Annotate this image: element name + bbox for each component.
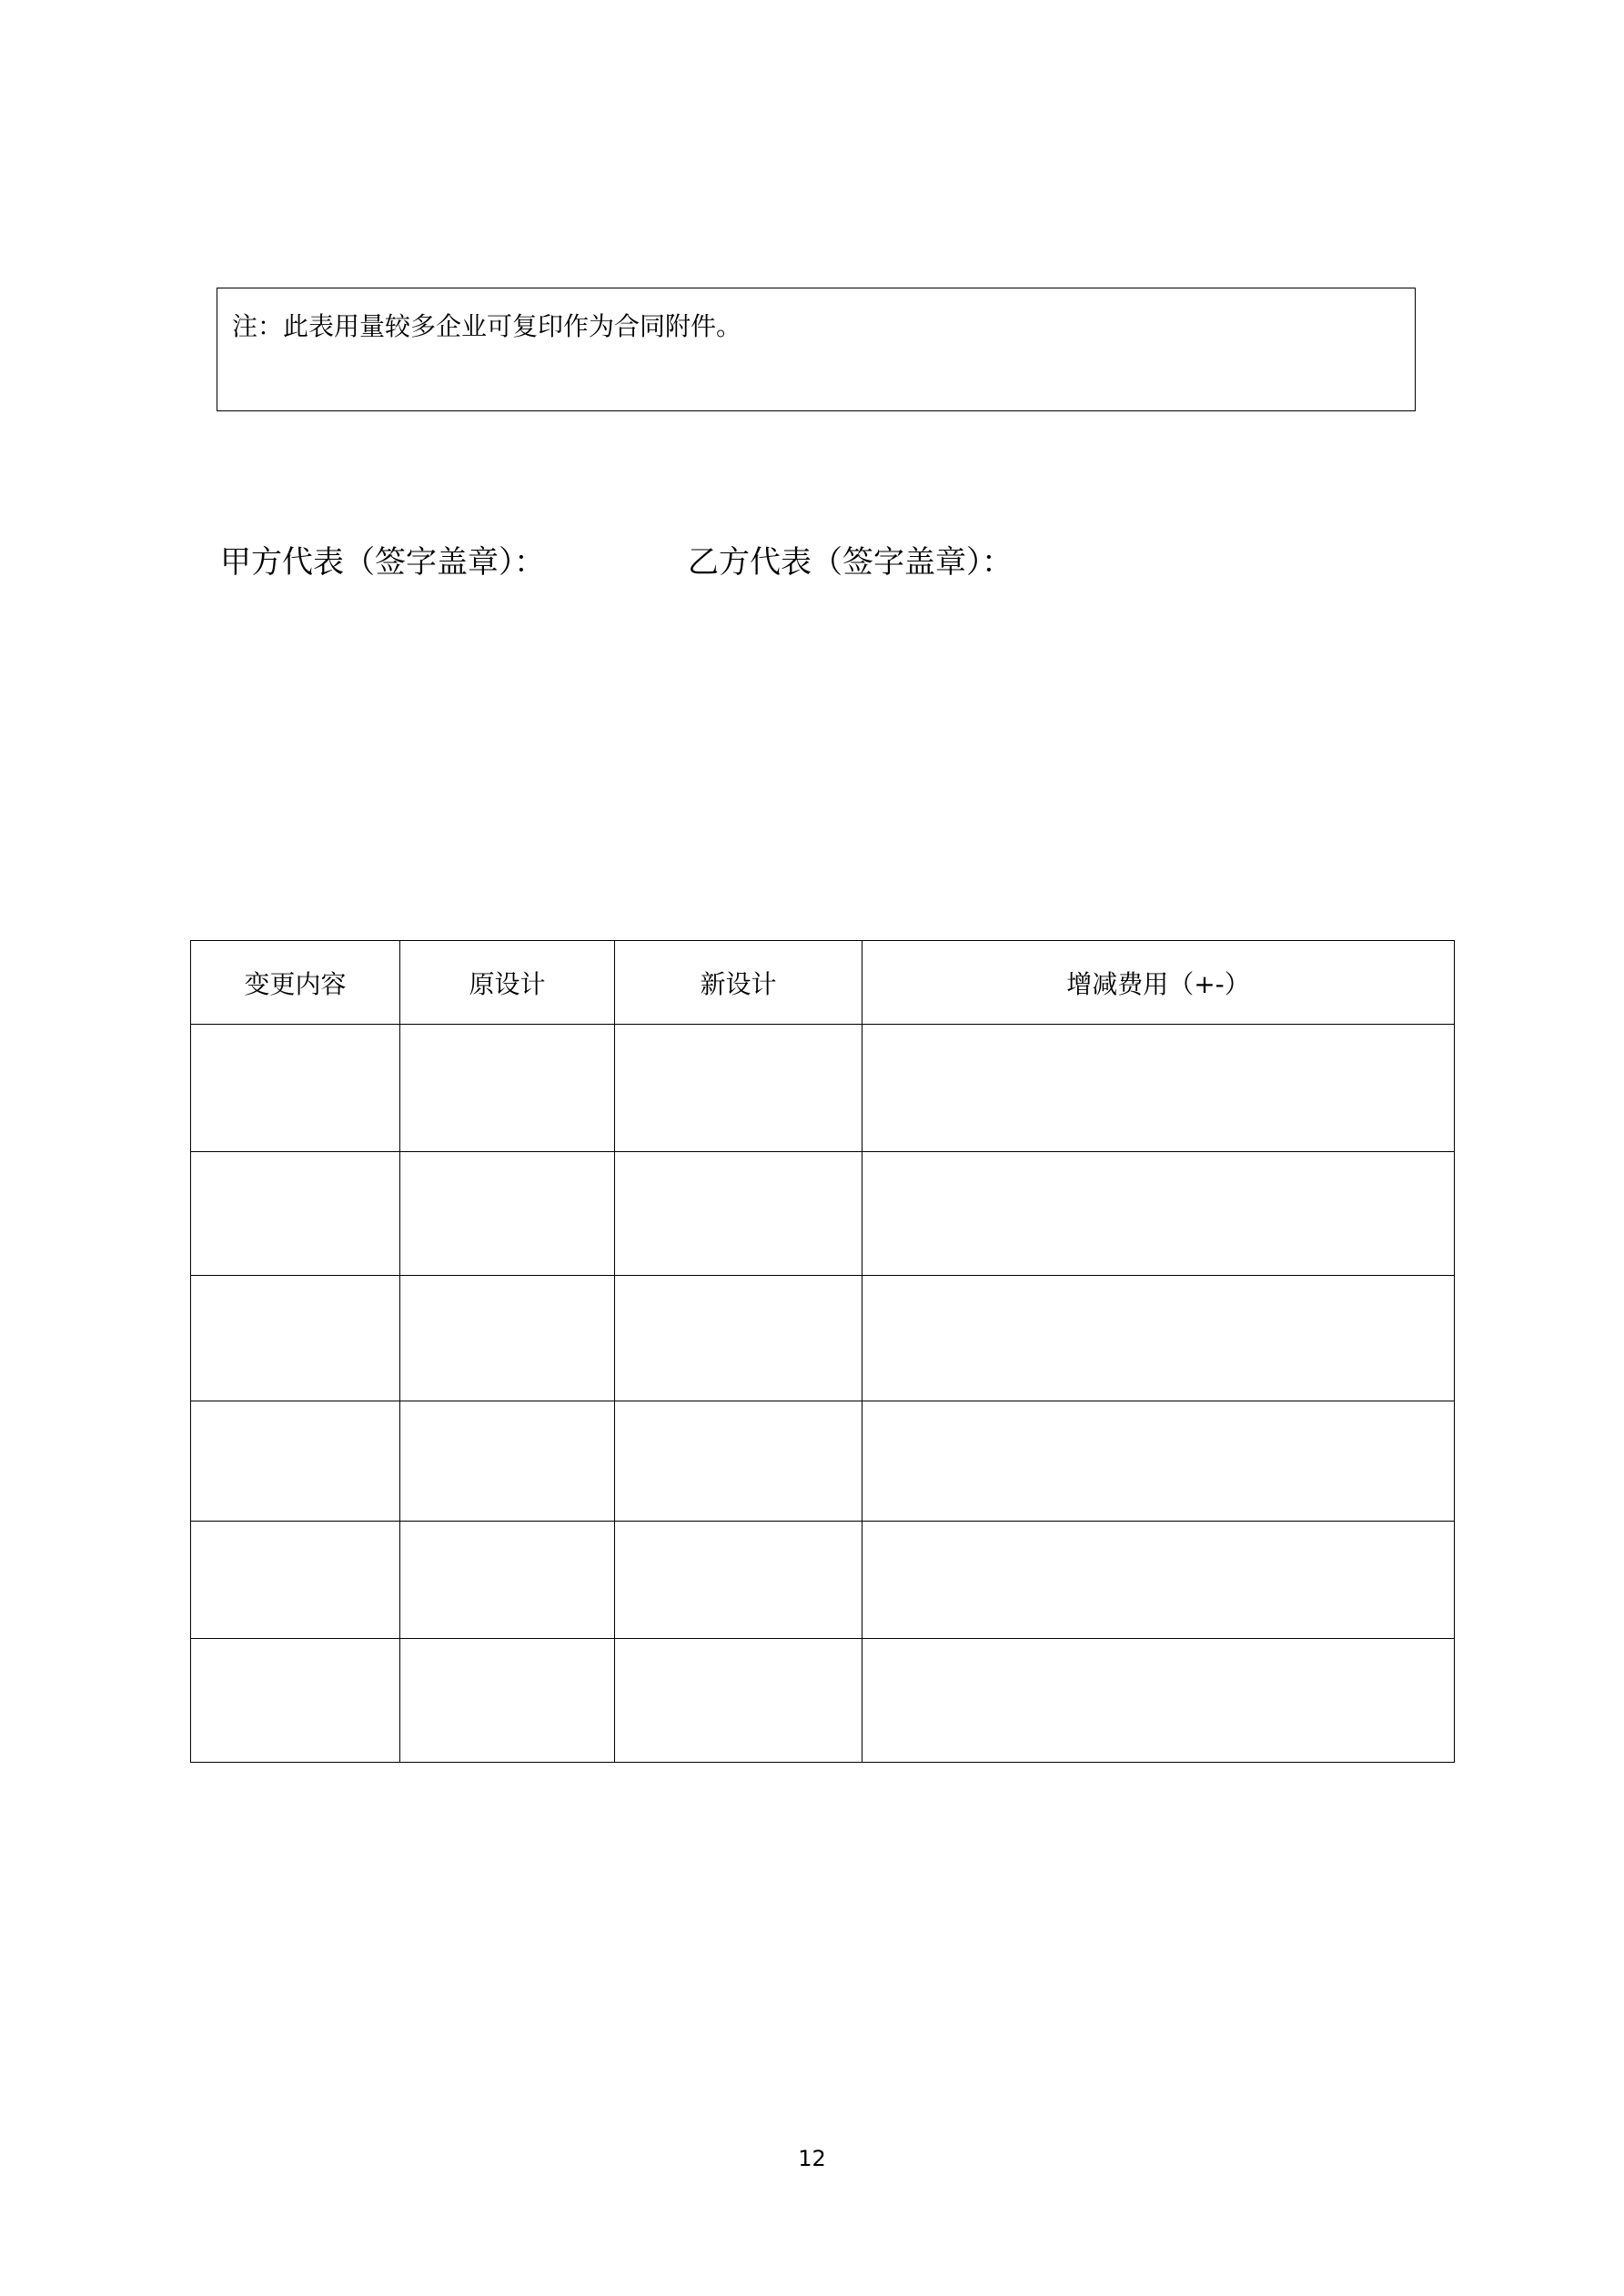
table-cell[interactable] bbox=[400, 1152, 615, 1276]
note-text: 注：此表用量较多企业可复印作为合同附件。 bbox=[232, 311, 742, 341]
table-cell[interactable] bbox=[400, 1401, 615, 1522]
table-cell[interactable] bbox=[400, 1025, 615, 1152]
table-cell[interactable] bbox=[615, 1401, 862, 1522]
table-row bbox=[191, 1152, 1455, 1276]
header-change-content: 变更内容 bbox=[191, 941, 400, 1025]
note-box bbox=[217, 288, 1416, 411]
table-cell[interactable] bbox=[615, 1639, 862, 1763]
table-cell[interactable] bbox=[862, 1639, 1455, 1763]
table-row bbox=[191, 1276, 1455, 1401]
header-original-design: 原设计 bbox=[400, 941, 615, 1025]
table-cell[interactable] bbox=[191, 1025, 400, 1152]
table-cell[interactable] bbox=[400, 1639, 615, 1763]
table-cell[interactable] bbox=[862, 1522, 1455, 1639]
table-cell[interactable] bbox=[191, 1522, 400, 1639]
table-row bbox=[191, 1639, 1455, 1763]
table-cell[interactable] bbox=[400, 1522, 615, 1639]
page-number: 12 bbox=[798, 2146, 826, 2171]
table-cell[interactable] bbox=[615, 1025, 862, 1152]
change-table bbox=[190, 940, 1455, 1763]
table-cell[interactable] bbox=[862, 1025, 1455, 1152]
header-cost-change: 增减费用（+-） bbox=[862, 941, 1455, 1025]
table-cell[interactable] bbox=[191, 1401, 400, 1522]
table-cell[interactable] bbox=[615, 1522, 862, 1639]
table-cell[interactable] bbox=[191, 1639, 400, 1763]
header-new-design: 新设计 bbox=[615, 941, 862, 1025]
table-header-row bbox=[191, 941, 1455, 1025]
table-cell[interactable] bbox=[400, 1276, 615, 1401]
table-cell[interactable] bbox=[862, 1401, 1455, 1522]
table-row bbox=[191, 1025, 1455, 1152]
table-cell[interactable] bbox=[862, 1152, 1455, 1276]
table-cell[interactable] bbox=[191, 1276, 400, 1401]
table-cell[interactable] bbox=[615, 1152, 862, 1276]
party-b-signature-label: 乙方代表（签字盖章）： bbox=[688, 544, 1013, 581]
table-cell[interactable] bbox=[191, 1152, 400, 1276]
party-a-signature-label: 甲方代表（签字盖章）： bbox=[220, 544, 545, 581]
table-cell[interactable] bbox=[615, 1276, 862, 1401]
table-row bbox=[191, 1401, 1455, 1522]
table-row bbox=[191, 1522, 1455, 1639]
table-cell[interactable] bbox=[862, 1276, 1455, 1401]
